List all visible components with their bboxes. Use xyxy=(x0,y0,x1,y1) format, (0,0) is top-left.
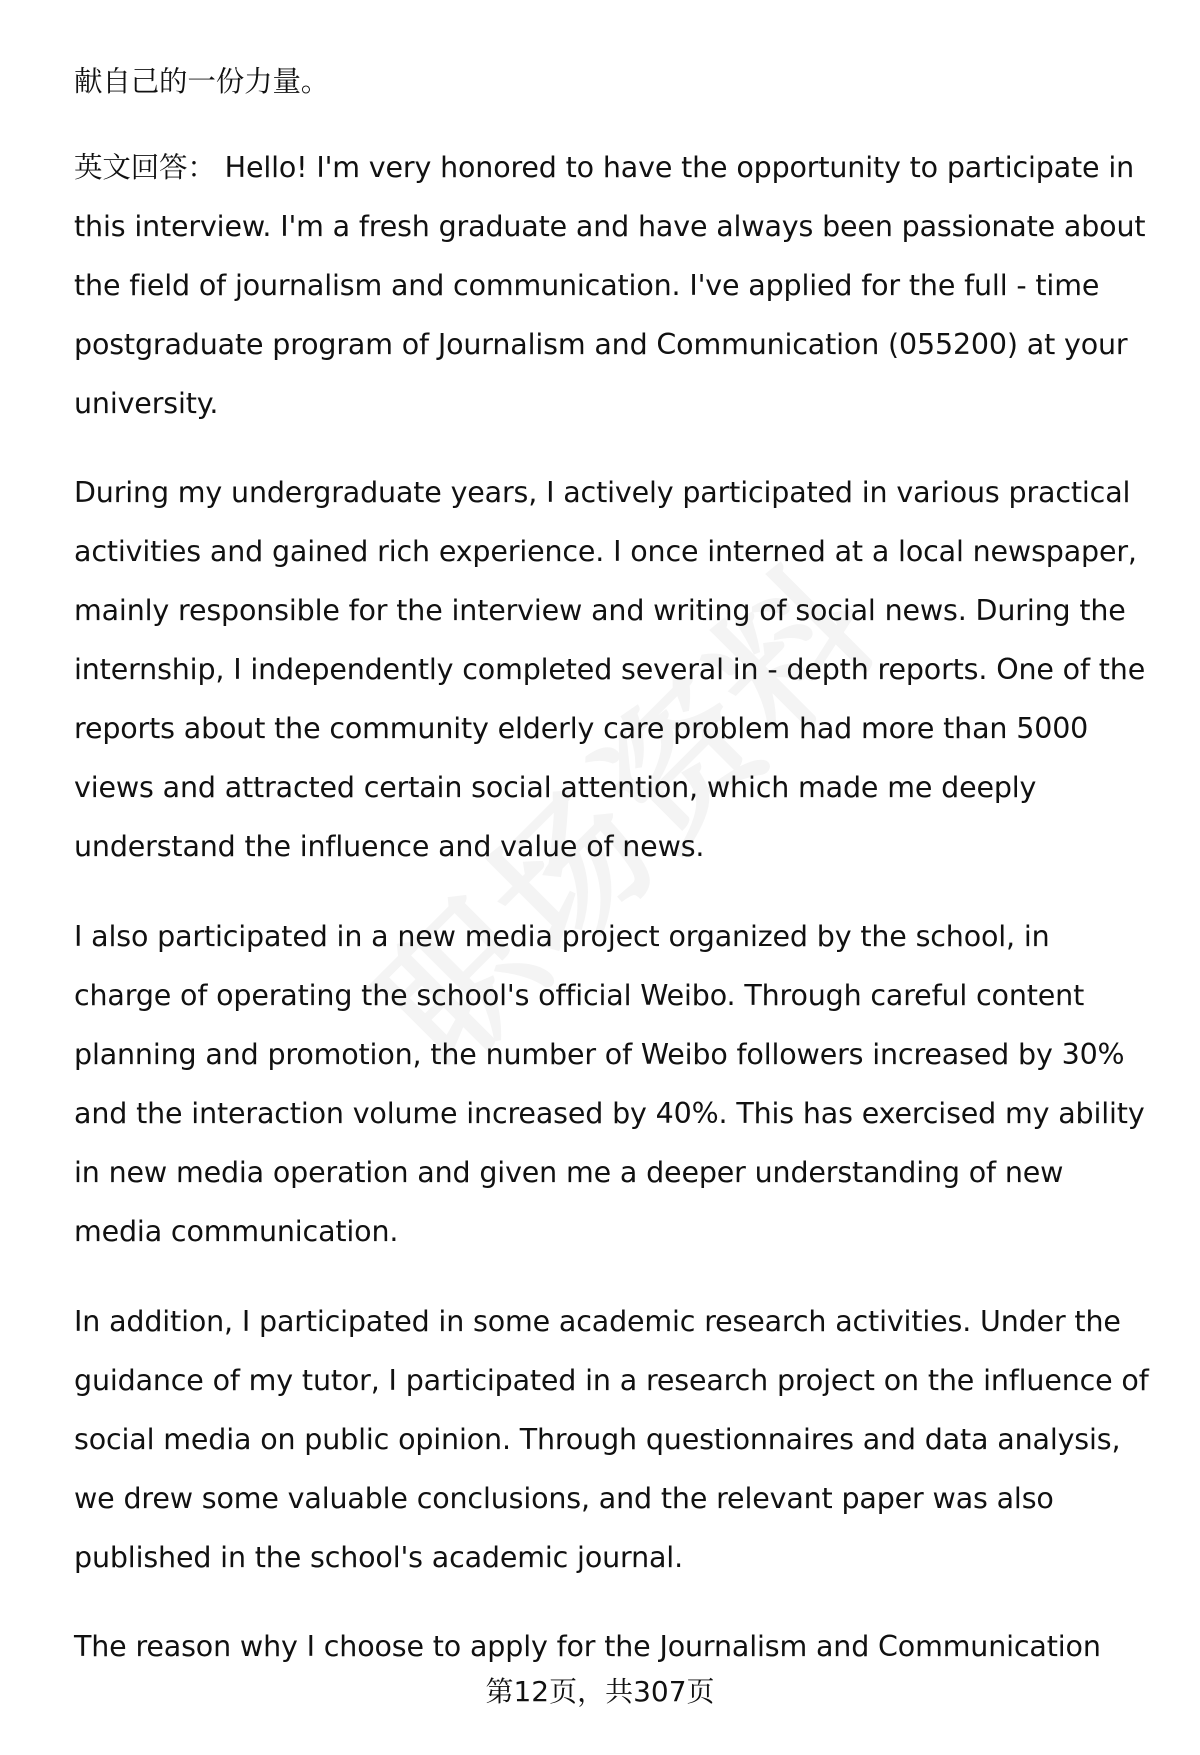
text-line: charge of operating the school's official Weibo. Through careful content xyxy=(74,979,1085,1012)
text-line: 英文回答： Hello! I'm very honored to have the opportunity to participate in xyxy=(74,151,1135,184)
text-line: the field of journalism and communication. I've applied for the full - time xyxy=(74,269,1100,302)
text-line: The reason why I choose to apply for the Journalism and Communication xyxy=(74,1630,1101,1663)
text-line: in new media operation and given me a deeper understanding of new xyxy=(74,1156,1064,1189)
text-line: published in the school's academic journal. xyxy=(74,1541,683,1574)
paragraph-undergraduate-experience xyxy=(74,463,1164,876)
paragraph-academic-research xyxy=(74,1292,1164,1587)
text-line: understand the influence and value of news. xyxy=(74,830,705,863)
text-line: postgraduate program of Journalism and Communication (055200) at your xyxy=(74,328,1128,361)
text-line: we drew some valuable conclusions, and the relevant paper was also xyxy=(74,1482,1054,1515)
text-line: planning and promotion, the number of Weibo followers increased by 30% xyxy=(74,1038,1125,1071)
text-line: university. xyxy=(74,387,219,420)
text-line: media communication. xyxy=(74,1215,399,1248)
text-line: mainly responsible for the interview and writing of social news. During the xyxy=(74,594,1126,627)
text-line: internship, I independently completed several in - depth reports. One of the xyxy=(74,653,1146,686)
text-line: this interview. I'm a fresh graduate and have always been passionate about xyxy=(74,210,1146,243)
paragraph-chinese-ending xyxy=(74,52,1164,111)
text-line: reports about the community elderly care problem had more than 5000 xyxy=(74,712,1089,745)
text-line: social media on public opinion. Through questionnaires and data analysis, xyxy=(74,1423,1121,1456)
page-indicator: 第12页，共307页 xyxy=(485,1675,715,1708)
text-line: activities and gained rich experience. I once interned at a local newspaper, xyxy=(74,535,1137,568)
text-line: During my undergraduate years, I actively participated in various practical xyxy=(74,476,1131,509)
paragraph-introduction xyxy=(74,138,1164,433)
text-line: guidance of my tutor, I participated in a research project on the influence of xyxy=(74,1364,1149,1397)
text-line: and the interaction volume increased by 40%. This has exercised my ability xyxy=(74,1097,1145,1130)
text-line: 献自己的一份力量。 xyxy=(74,65,330,98)
text-line: views and attracted certain social attention, which made me deeply xyxy=(74,771,1037,804)
text-line: In addition, I participated in some academic research activities. Under the xyxy=(74,1305,1121,1338)
paragraph-new-media-project xyxy=(74,907,1164,1261)
paragraph-reason xyxy=(74,1617,1164,1676)
text-line: I also participated in a new media project organized by the school, in xyxy=(74,920,1050,953)
